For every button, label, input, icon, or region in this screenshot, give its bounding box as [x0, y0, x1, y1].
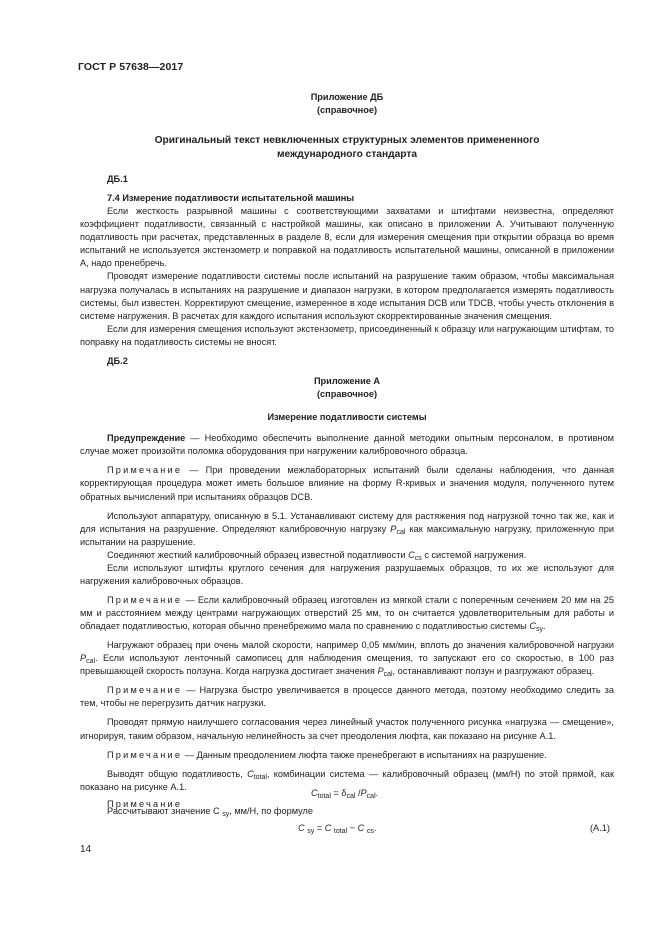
db1-paragraph-3: Если для измерения смещения используют экстензометр, присоединенный к образцу или нагружающим штифтам, то поправку на податливость системы не вносят. [80, 323, 614, 347]
db2-label: ДБ.2 [107, 356, 128, 366]
main-title-line-1: Оригинальный текст невключенных структурных элементов примененного [154, 135, 540, 146]
db2-section-title: Измерение податливости системы [267, 412, 427, 423]
note-1: Примечание — При проведении межлабораторных испытаний были сделаны наблюдения, что данная корректирующая процедура может иметь большое влияние на форму R-кривых и значения модуля, полученного путем обратных вычислений при испытаниях образцов DCB. [80, 465, 614, 502]
section-db2 [80, 355, 614, 811]
paragraph-connect: Соединяют жесткий калибровочный образец известной податливости $C_{cs}$ с системой нагружения. [107, 549, 527, 562]
db1-paragraph-1: Если жесткость разрывной машины с соответствующими захватами и штифтами неизвестна, определяют коэффициент податливости, связанный с настройкой машины, как описано в приложении А. Учитывают полученную податливость при расчетах, представленных в разделе 8, если для измерения смещения при открытии образца во время испытаний не используется экстензометр и поправкой на податливость испытательной машины, описанной в приложении А, надо пренебречь. [80, 206, 614, 269]
formula-total: $C_{total} = \delta_{cal}$ $/P_{cal}$. [311, 788, 379, 800]
appendix-title: Приложение ДБ [310, 92, 384, 102]
formula-number: (А.1) [590, 823, 610, 833]
appendix-subtitle: (справочное) [316, 105, 377, 116]
note-2: Примечание — Если калибровочный образец изготовлен из мягкой стали с поперечным сечением 20 мм на 25 мм и расстоянием между центрами нагружающих отверстий 25 мм, то он считается удовлетворительным для работы и обладает податливостью, которая обычно пренебрежимо мала по сравнению с податливостью системы $C_{sy}$. [80, 594, 614, 634]
warning-paragraph: Предупреждение — Необходимо обеспечить выполнение данной методики опытным персоналом, в противном случае может произойти поломка оборудования при нагружении калибровочного образца. [80, 433, 614, 457]
db2-appendix-title: Приложение А [313, 376, 381, 387]
paragraph-fit-line: Проводят прямую наилучшего согласования через линейный участок полученного рисунка «нагрузка — смещение», игнорируя, таким образом, начальную нелинейность за счет преодоления люфта, как показано на рисунке А.1. [80, 717, 614, 741]
document-header: ГОСТ Р 57638—2017 [78, 61, 184, 73]
paragraph-loading: Нагружают образец при очень малой скорости, например 0,05 мм/мин, вплоть до значения калибровочной нагрузки $P_{cal}$. Если используют ленточный самописец для наблюдения смещения, то запускают его со скоростью, в 100 раз превышающей скорость ползуна. Когда нагрузка достигает значения $P_{cal}$, останавливают ползун и разгружают образец. [80, 640, 614, 679]
paragraph-calc: Рассчитывают значение C $_{sy}$, мм/Н, по формуле [107, 806, 313, 818]
note-4: Примечание — Данным преодолением люфта также пренебрегают в испытаниях на разрушение. [107, 749, 547, 760]
formula-a1: C $_{sy}$ = C $_{total}$ − C $_{cs}$. [298, 823, 377, 835]
db2-appendix-subtitle: (справочное) [316, 389, 377, 400]
paragraph-apparatus: Используют аппаратуру, описанную в 5.1. Устанавливают систему для растяжения под нагрузкой точно так же, как и для испытания на разрушение. Определяют калибровочную нагрузку $P_{cal}$ как максимальную нагрузку, приложенную при испытании на разрушение. [80, 510, 614, 547]
db1-paragraph-2: Проводят измерение податливости системы после испытаний на разрушение таким образом, чтобы максимальная нагрузка получалась в испытаниях на разрушение и диапазон нагрузки, в котором предполагается измерять податливость системы, был известен. Корректируют смещение, измеренное в ходе испытания DCB или TDCB, чтобы учесть отклонения в системе нагружения. В расчетах для каждого испытания используют скорректированные значения смещения. [80, 271, 614, 321]
appendix-heading [80, 91, 614, 117]
paragraph-total-compliance: Выводят общую податливость, $C_{total}$, комбинации система — калибровочный образец (мм/Н) по этой прямой, как показано на рисунке А.1. [80, 768, 614, 792]
section-db1 [80, 173, 614, 349]
db1-label: ДБ.1 [107, 174, 128, 184]
warning-label: Предупреждение [107, 433, 186, 444]
page-number: 14 [80, 844, 92, 855]
main-title-line-2: международного стандарта [276, 149, 418, 161]
paragraph-pins: Если используют штифты круглого сечения для нагружения разрушаемых образцов, то их же используют для нагружения калибровочных образцов. [80, 562, 614, 586]
note-3: Примечание — Нагрузка быстро увеличивается в процессе данного метода, поэтому необходимо следить за тем, чтобы не перегрузить датчик нагрузки. [80, 685, 614, 709]
db1-heading: 7.4 Измерение податливости испытательной машины [107, 193, 355, 204]
main-title [80, 134, 614, 163]
note-label: Примечание [107, 465, 183, 476]
note-5: Примечание [107, 798, 183, 809]
